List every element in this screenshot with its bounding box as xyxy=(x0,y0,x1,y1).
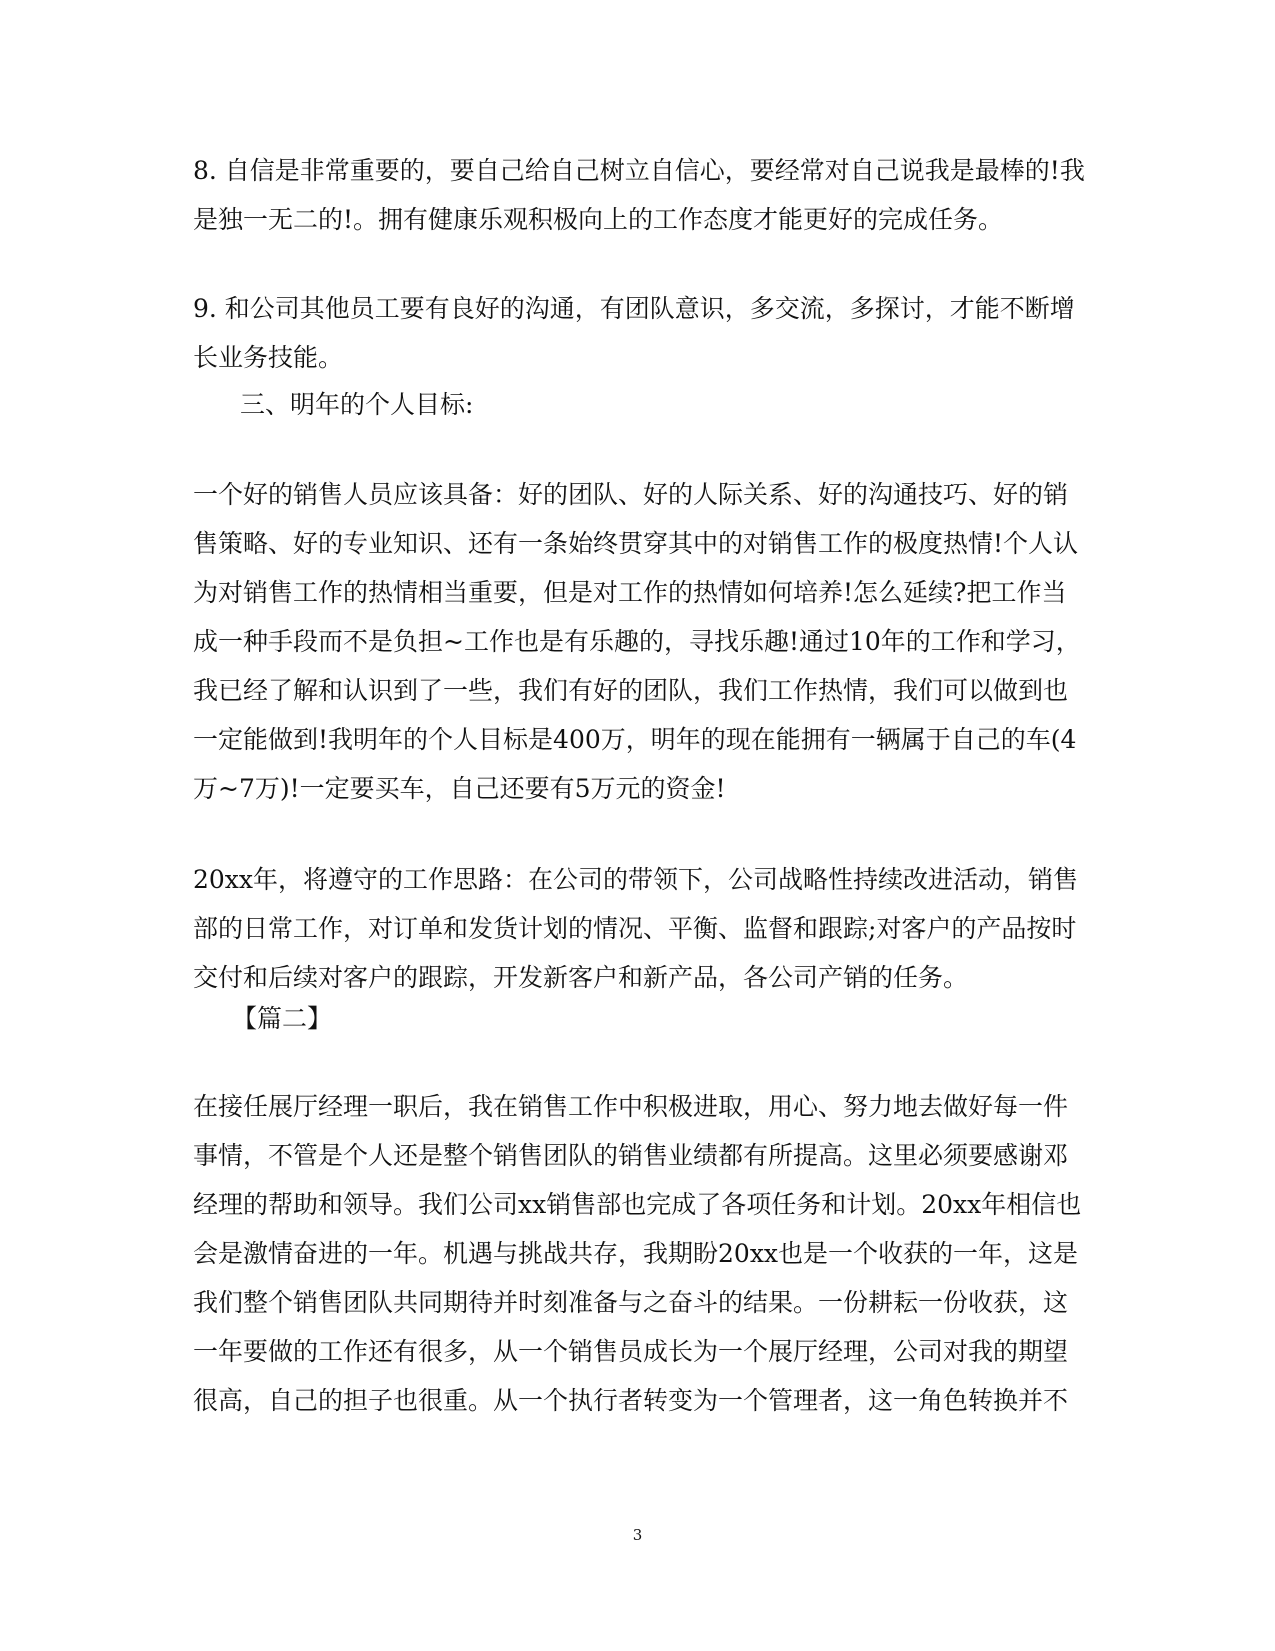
text-line: 售策略、好的专业知识、还有一条始终贯穿其中的对销售工作的极度热情!个人认 xyxy=(193,529,1079,558)
part-2-paragraph xyxy=(193,1082,1083,1425)
text-line: 我们整个销售团队共同期待并时刻准备与之奋斗的结果。一份耕耘一份收获，这 xyxy=(193,1288,1069,1317)
page-number: 3 xyxy=(632,1526,643,1544)
part-2-heading: 【篇二】 xyxy=(232,1004,333,1033)
text-line: 一定能做到!我明年的个人目标是400万，明年的现在能拥有一辆属于自己的车(4 xyxy=(193,725,1077,754)
text-line: 很高，自己的担子也很重。从一个执行者转变为一个管理者，这一角色转换并不 xyxy=(193,1386,1069,1415)
item-8-paragraph xyxy=(193,146,1083,244)
text-line: 为对销售工作的热情相当重要，但是对工作的热情如何培养!怎么延续?把工作当 xyxy=(193,578,1067,607)
text-line: 成一种手段而不是负担~工作也是有乐趣的，寻找乐趣!通过10年的工作和学习， xyxy=(193,627,1081,656)
goals-paragraph xyxy=(193,470,1083,813)
text-line: 我已经了解和认识到了一些，我们有好的团队，我们工作热情，我们可以做到也 xyxy=(193,676,1069,705)
work-plan-paragraph xyxy=(193,855,1083,1002)
text-line: 万~7万)!一定要买车，自己还要有5万元的资金! xyxy=(193,774,726,803)
text-line: 一年要做的工作还有很多，从一个销售员成长为一个展厅经理，公司对我的期望 xyxy=(193,1337,1069,1366)
text-line: 会是激情奋进的一年。机遇与挑战共存，我期盼20xx也是一个收获的一年，这是 xyxy=(193,1239,1079,1268)
text-line: 9. 和公司其他员工要有良好的沟通，有团队意识，多交流，多探讨，才能不断增 xyxy=(193,294,1075,323)
text-line: 交付和后续对客户的跟踪，开发新客户和新产品，各公司产销的任务。 xyxy=(193,963,969,992)
text-line: 事情，不管是个人还是整个销售团队的销售业绩都有所提高。这里必须要感谢邓 xyxy=(193,1141,1069,1170)
text-line: 一个好的销售人员应该具备：好的团队、好的人际关系、好的沟通技巧、好的销 xyxy=(193,480,1069,509)
text-line: 20xx年，将遵守的工作思路：在公司的带领下，公司战略性持续改进活动，销售 xyxy=(193,865,1079,894)
text-line: 经理的帮助和领导。我们公司xx销售部也完成了各项任务和计划。20xx年相信也 xyxy=(193,1190,1082,1219)
section-3-heading: 三、明年的个人目标: xyxy=(240,390,474,419)
text-line: 8. 自信是非常重要的，要自己给自己树立自信心，要经常对自己说我是最棒的!我 xyxy=(193,156,1085,185)
text-line: 是独一无二的!。拥有健康乐观积极向上的工作态度才能更好的完成任务。 xyxy=(193,205,1004,234)
text-line: 长业务技能。 xyxy=(193,343,344,372)
text-line: 部的日常工作，对订单和发货计划的情况、平衡、监督和跟踪;对客户的产品按时 xyxy=(193,914,1077,943)
text-line: 在接任展厅经理一职后，我在销售工作中积极进取，用心、努力地去做好每一件 xyxy=(193,1092,1069,1121)
item-9-paragraph xyxy=(193,284,1083,382)
